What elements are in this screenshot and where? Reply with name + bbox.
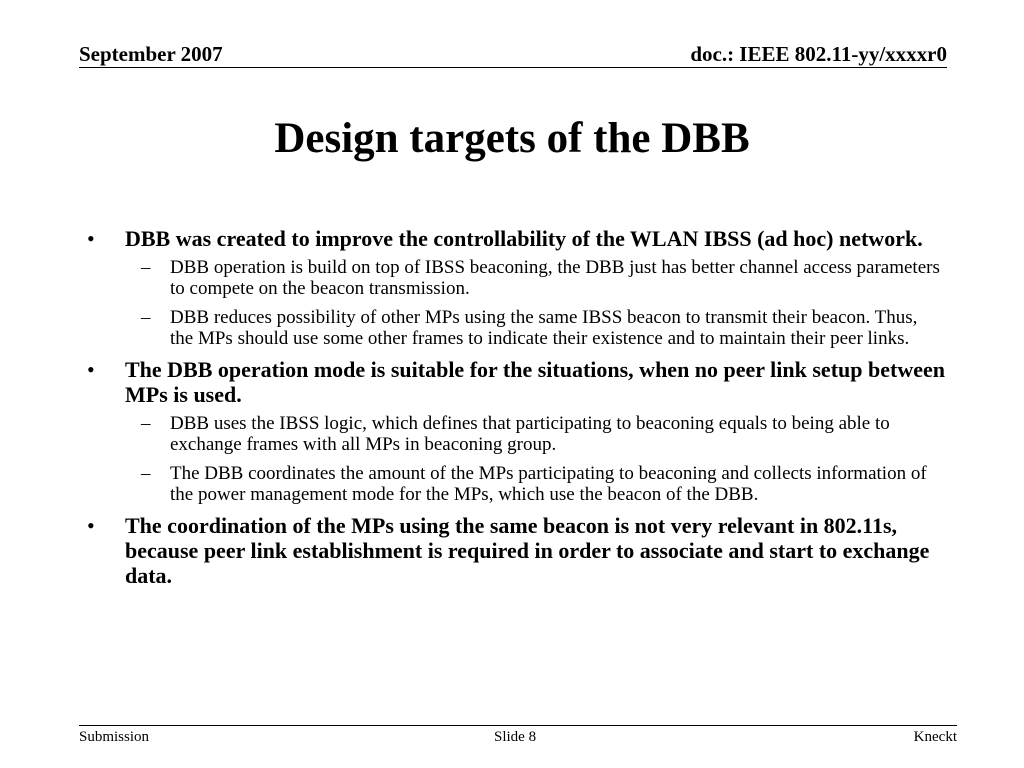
header-date: September 2007 — [79, 42, 223, 66]
bullet-item — [87, 513, 947, 588]
bullet-icon: • — [87, 357, 95, 382]
sub-bullet-text: DBB reduces possibility of other MPs using the same IBSS beacon to transmit their beacon. Thus, the MPs should use some other frames to indicate their existence and to maintain their peer links. — [170, 307, 918, 349]
dash-icon: – — [141, 463, 151, 484]
sub-bullet-item — [87, 463, 940, 505]
bullet-icon: • — [87, 513, 95, 538]
dash-icon: – — [141, 413, 151, 434]
bullet-text: The coordination of the MPs using the same beacon is not very relevant in 802.11s, because peer link establishment is required in order to associate and start to exchange data. — [125, 513, 930, 588]
header-doc-id: doc.: IEEE 802.11-yy/xxxxr0 — [690, 42, 947, 66]
bullet-item — [87, 226, 947, 251]
bullet-text: The DBB operation mode is suitable for the situations, when no peer link setup between MPs is used. — [125, 357, 945, 407]
sub-bullet-item — [87, 257, 940, 299]
sub-bullet-text: DBB uses the IBSS logic, which defines that participating to beaconing equals to being able to exchange frames with all MPs in beaconing group. — [170, 413, 890, 455]
sub-bullet-text: DBB operation is build on top of IBSS beaconing, the DBB just has better channel access parameters to compete on the beacon transmission. — [170, 257, 940, 299]
slide-title: Design targets of the DBB — [274, 115, 750, 162]
bullet-icon: • — [87, 226, 95, 251]
bullet-text: DBB was created to improve the controllability of the WLAN IBSS (ad hoc) network. — [125, 226, 923, 251]
slide-body — [87, 226, 947, 594]
footer-slide-number: Slide 8 — [494, 729, 537, 745]
sub-bullet-item — [87, 307, 940, 349]
footer-divider — [79, 725, 957, 726]
sub-bullet-text: The DBB coordinates the amount of the MPs participating to beaconing and collects information of the power management mode for the MPs, which use the beacon of the DBB. — [170, 463, 927, 505]
header-divider — [79, 67, 947, 68]
dash-icon: – — [141, 307, 151, 328]
dash-icon: – — [141, 257, 151, 278]
footer-author: Kneckt — [913, 729, 957, 745]
sub-bullet-item — [87, 413, 940, 455]
bullet-item — [87, 357, 947, 407]
footer-submission: Submission — [79, 729, 150, 745]
